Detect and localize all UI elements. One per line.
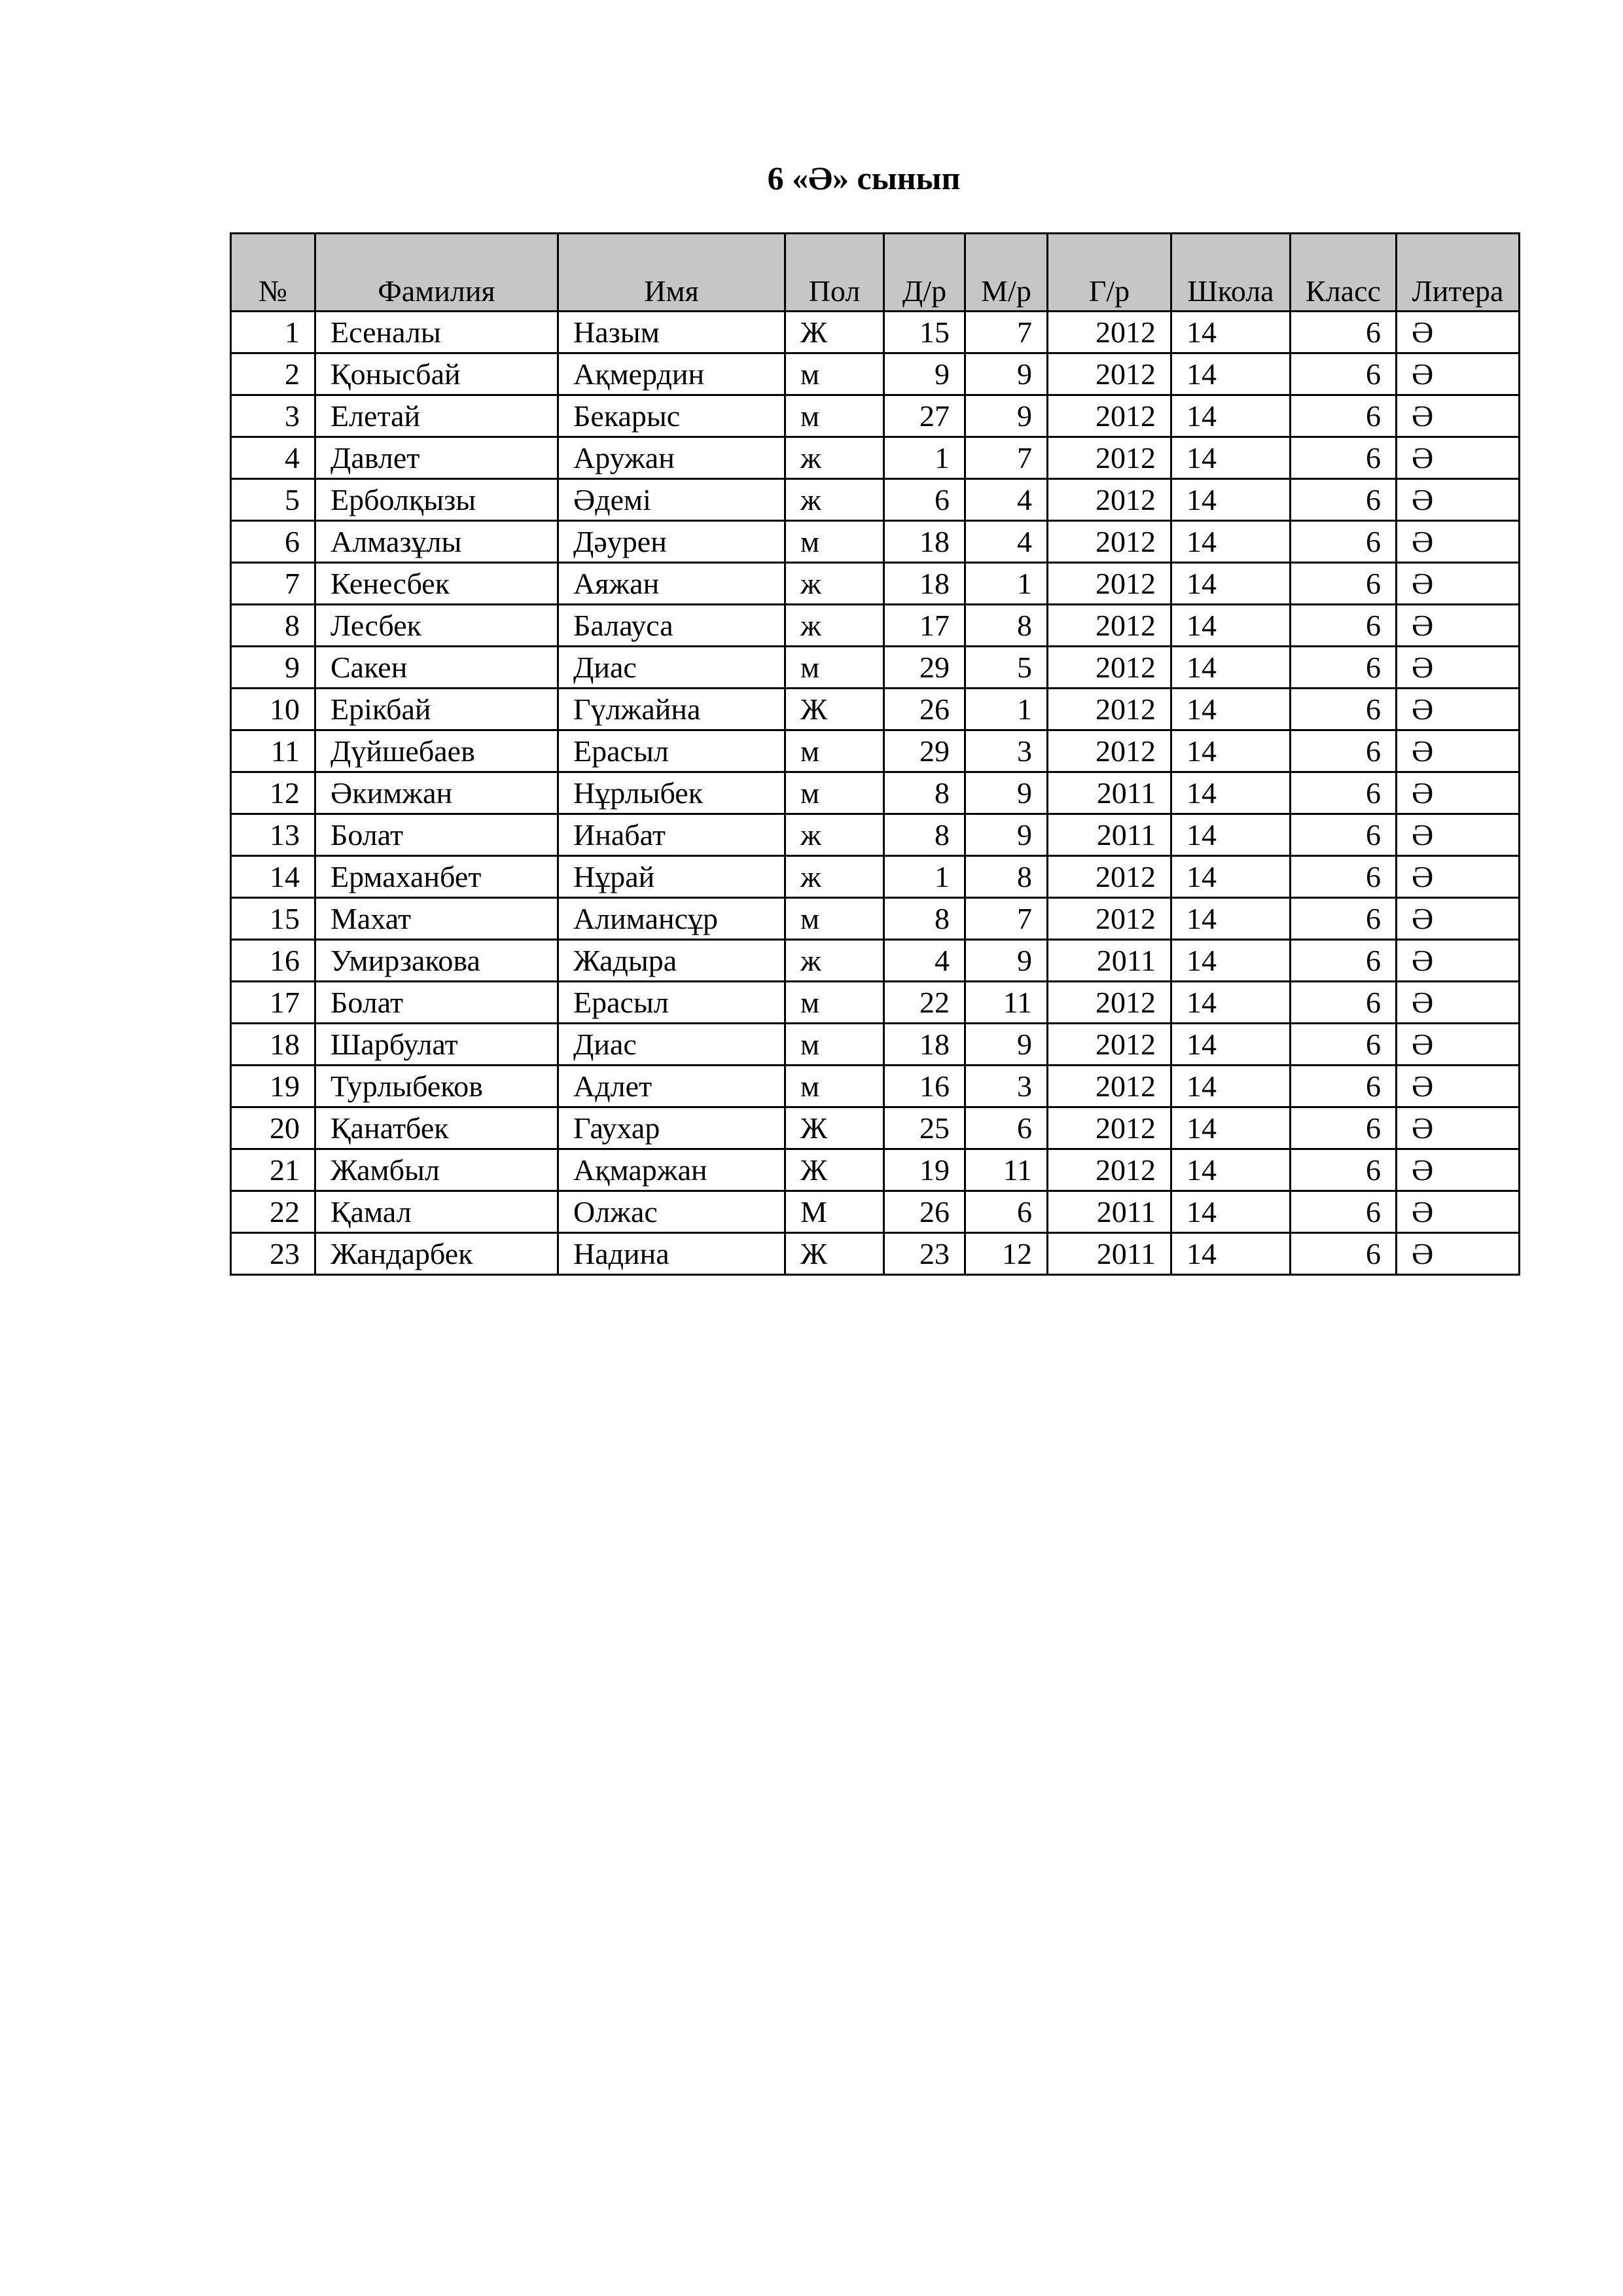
cell-class: 6	[1291, 982, 1397, 1024]
cell-name: Аяжан	[558, 563, 785, 605]
cell-number: 10	[231, 689, 315, 730]
cell-surname: Есеналы	[315, 312, 558, 353]
cell-birth-year: 2012	[1048, 563, 1171, 605]
cell-school: 14	[1171, 479, 1291, 521]
cell-birth-day: 25	[884, 1107, 965, 1149]
cell-school: 14	[1171, 437, 1291, 479]
header-class: Класс	[1291, 234, 1397, 312]
cell-birth-day: 18	[884, 1024, 965, 1066]
cell-surname: Дүйшебаев	[315, 730, 558, 772]
cell-letter: Ә	[1397, 521, 1520, 563]
cell-birth-day: 27	[884, 395, 965, 437]
cell-letter: Ә	[1397, 898, 1520, 940]
cell-school: 14	[1171, 940, 1291, 982]
cell-class: 6	[1291, 312, 1397, 353]
cell-surname: Алмазұлы	[315, 521, 558, 563]
cell-birth-year: 2012	[1048, 1107, 1171, 1149]
cell-gender: ж	[785, 437, 884, 479]
cell-letter: Ә	[1397, 1024, 1520, 1066]
cell-letter: Ә	[1397, 689, 1520, 730]
cell-number: 2	[231, 353, 315, 395]
cell-number: 5	[231, 479, 315, 521]
table-row	[231, 1107, 1520, 1149]
cell-letter: Ә	[1397, 605, 1520, 647]
cell-birth-day: 4	[884, 940, 965, 982]
cell-gender: м	[785, 395, 884, 437]
cell-birth-year: 2011	[1048, 1233, 1171, 1275]
student-table	[230, 232, 1520, 1276]
cell-class: 6	[1291, 1066, 1397, 1107]
cell-birth-month: 7	[965, 312, 1048, 353]
cell-birth-month: 9	[965, 353, 1048, 395]
cell-birth-year: 2012	[1048, 479, 1171, 521]
cell-birth-month: 3	[965, 1066, 1048, 1107]
cell-number: 9	[231, 647, 315, 689]
cell-school: 14	[1171, 730, 1291, 772]
cell-surname: Ермаханбет	[315, 856, 558, 898]
cell-school: 14	[1171, 647, 1291, 689]
table-row	[231, 1024, 1520, 1066]
table-row	[231, 479, 1520, 521]
cell-number: 21	[231, 1149, 315, 1191]
table-row	[231, 772, 1520, 814]
cell-birth-year: 2012	[1048, 856, 1171, 898]
cell-birth-day: 9	[884, 353, 965, 395]
cell-number: 7	[231, 563, 315, 605]
header-letter: Литера	[1397, 234, 1520, 312]
cell-surname: Жандарбек	[315, 1233, 558, 1275]
cell-birth-year: 2012	[1048, 1149, 1171, 1191]
cell-gender: м	[785, 1066, 884, 1107]
cell-class: 6	[1291, 730, 1397, 772]
cell-letter: Ә	[1397, 437, 1520, 479]
cell-surname: Кенесбек	[315, 563, 558, 605]
cell-birth-month: 9	[965, 395, 1048, 437]
cell-school: 14	[1171, 353, 1291, 395]
cell-surname: Махат	[315, 898, 558, 940]
header-surname: Фамилия	[315, 234, 558, 312]
cell-gender: ж	[785, 856, 884, 898]
cell-surname: Сакен	[315, 647, 558, 689]
header-name: Имя	[558, 234, 785, 312]
cell-surname: Қонысбай	[315, 353, 558, 395]
cell-class: 6	[1291, 1149, 1397, 1191]
header-birth-month: М/р	[965, 234, 1048, 312]
cell-birth-year: 2012	[1048, 982, 1171, 1024]
cell-name: Надина	[558, 1233, 785, 1275]
table-row	[231, 1233, 1520, 1275]
cell-gender: Ж	[785, 312, 884, 353]
cell-surname: Умирзакова	[315, 940, 558, 982]
cell-birth-month: 9	[965, 772, 1048, 814]
cell-number: 15	[231, 898, 315, 940]
cell-gender: М	[785, 1191, 884, 1233]
cell-surname: Давлет	[315, 437, 558, 479]
cell-class: 6	[1291, 521, 1397, 563]
cell-birth-day: 26	[884, 689, 965, 730]
cell-surname: Ерболқызы	[315, 479, 558, 521]
cell-gender: м	[785, 647, 884, 689]
cell-surname: Елетай	[315, 395, 558, 437]
header-gender: Пол	[785, 234, 884, 312]
cell-class: 6	[1291, 563, 1397, 605]
cell-school: 14	[1171, 1233, 1291, 1275]
cell-gender: Ж	[785, 1149, 884, 1191]
cell-class: 6	[1291, 479, 1397, 521]
cell-birth-year: 2011	[1048, 940, 1171, 982]
table-row	[231, 647, 1520, 689]
cell-birth-month: 12	[965, 1233, 1048, 1275]
cell-letter: Ә	[1397, 856, 1520, 898]
cell-gender: м	[785, 521, 884, 563]
cell-name: Назым	[558, 312, 785, 353]
cell-birth-day: 18	[884, 521, 965, 563]
cell-birth-month: 11	[965, 982, 1048, 1024]
cell-birth-day: 29	[884, 647, 965, 689]
cell-birth-month: 9	[965, 814, 1048, 856]
cell-name: Гүлжайна	[558, 689, 785, 730]
cell-birth-month: 4	[965, 479, 1048, 521]
cell-gender: ж	[785, 563, 884, 605]
cell-name: Нұрай	[558, 856, 785, 898]
cell-number: 14	[231, 856, 315, 898]
table-body	[231, 312, 1520, 1275]
cell-gender: м	[785, 772, 884, 814]
table-row	[231, 312, 1520, 353]
cell-birth-day: 29	[884, 730, 965, 772]
cell-gender: ж	[785, 940, 884, 982]
cell-birth-year: 2012	[1048, 689, 1171, 730]
cell-number: 19	[231, 1066, 315, 1107]
cell-number: 16	[231, 940, 315, 982]
table-row	[231, 1149, 1520, 1191]
cell-birth-year: 2011	[1048, 772, 1171, 814]
cell-class: 6	[1291, 353, 1397, 395]
cell-letter: Ә	[1397, 395, 1520, 437]
table-row	[231, 940, 1520, 982]
cell-school: 14	[1171, 772, 1291, 814]
cell-birth-year: 2011	[1048, 1191, 1171, 1233]
cell-class: 6	[1291, 1191, 1397, 1233]
cell-surname: Шарбулат	[315, 1024, 558, 1066]
cell-birth-year: 2011	[1048, 814, 1171, 856]
header-birth-day: Д/р	[884, 234, 965, 312]
cell-birth-month: 9	[965, 1024, 1048, 1066]
cell-gender: м	[785, 353, 884, 395]
cell-birth-month: 4	[965, 521, 1048, 563]
cell-school: 14	[1171, 605, 1291, 647]
cell-birth-month: 6	[965, 1107, 1048, 1149]
cell-class: 6	[1291, 1024, 1397, 1066]
cell-birth-year: 2012	[1048, 898, 1171, 940]
cell-birth-year: 2012	[1048, 312, 1171, 353]
cell-name: Ерасыл	[558, 730, 785, 772]
cell-birth-year: 2012	[1048, 605, 1171, 647]
cell-name: Балауса	[558, 605, 785, 647]
cell-birth-month: 3	[965, 730, 1048, 772]
cell-letter: Ә	[1397, 1191, 1520, 1233]
cell-surname: Лесбек	[315, 605, 558, 647]
cell-birth-year: 2012	[1048, 1066, 1171, 1107]
cell-gender: Ж	[785, 689, 884, 730]
cell-school: 14	[1171, 1066, 1291, 1107]
cell-surname: Болат	[315, 982, 558, 1024]
cell-name: Инабат	[558, 814, 785, 856]
table-row	[231, 898, 1520, 940]
cell-birth-month: 1	[965, 563, 1048, 605]
cell-birth-year: 2012	[1048, 521, 1171, 563]
cell-birth-year: 2012	[1048, 730, 1171, 772]
cell-number: 13	[231, 814, 315, 856]
cell-birth-day: 6	[884, 479, 965, 521]
table-row	[231, 395, 1520, 437]
header-number: №	[231, 234, 315, 312]
cell-name: Ерасыл	[558, 982, 785, 1024]
cell-name: Аружан	[558, 437, 785, 479]
cell-school: 14	[1171, 563, 1291, 605]
cell-name: Ақмердин	[558, 353, 785, 395]
cell-birth-month: 9	[965, 940, 1048, 982]
cell-surname: Ерікбай	[315, 689, 558, 730]
table-row	[231, 982, 1520, 1024]
cell-letter: Ә	[1397, 647, 1520, 689]
cell-school: 14	[1171, 856, 1291, 898]
cell-surname: Әкимжан	[315, 772, 558, 814]
cell-letter: Ә	[1397, 1233, 1520, 1275]
cell-birth-month: 11	[965, 1149, 1048, 1191]
cell-birth-day: 15	[884, 312, 965, 353]
cell-class: 6	[1291, 898, 1397, 940]
cell-number: 3	[231, 395, 315, 437]
cell-number: 23	[231, 1233, 315, 1275]
cell-school: 14	[1171, 1191, 1291, 1233]
cell-birth-day: 19	[884, 1149, 965, 1191]
cell-birth-day: 1	[884, 856, 965, 898]
cell-class: 6	[1291, 1107, 1397, 1149]
cell-letter: Ә	[1397, 1066, 1520, 1107]
cell-birth-month: 5	[965, 647, 1048, 689]
cell-letter: Ә	[1397, 1149, 1520, 1191]
table-row	[231, 563, 1520, 605]
cell-name: Әдемі	[558, 479, 785, 521]
cell-birth-month: 1	[965, 689, 1048, 730]
cell-letter: Ә	[1397, 563, 1520, 605]
cell-surname: Турлыбеков	[315, 1066, 558, 1107]
cell-name: Ақмаржан	[558, 1149, 785, 1191]
cell-class: 6	[1291, 856, 1397, 898]
cell-birth-day: 26	[884, 1191, 965, 1233]
cell-gender: м	[785, 730, 884, 772]
cell-birth-month: 7	[965, 898, 1048, 940]
cell-number: 4	[231, 437, 315, 479]
table-row	[231, 689, 1520, 730]
cell-school: 14	[1171, 1149, 1291, 1191]
cell-number: 20	[231, 1107, 315, 1149]
cell-name: Диас	[558, 647, 785, 689]
cell-school: 14	[1171, 982, 1291, 1024]
cell-birth-day: 18	[884, 563, 965, 605]
cell-number: 12	[231, 772, 315, 814]
cell-name: Алимансұр	[558, 898, 785, 940]
table-row	[231, 730, 1520, 772]
cell-class: 6	[1291, 395, 1397, 437]
cell-letter: Ә	[1397, 353, 1520, 395]
cell-birth-month: 7	[965, 437, 1048, 479]
cell-class: 6	[1291, 647, 1397, 689]
header-row	[231, 234, 1520, 312]
table-row	[231, 814, 1520, 856]
cell-gender: ж	[785, 605, 884, 647]
cell-birth-day: 16	[884, 1066, 965, 1107]
cell-number: 6	[231, 521, 315, 563]
cell-school: 14	[1171, 1107, 1291, 1149]
page-title: 6 «Ә» сынып	[767, 160, 961, 196]
cell-gender: Ж	[785, 1233, 884, 1275]
cell-birth-year: 2012	[1048, 647, 1171, 689]
cell-number: 18	[231, 1024, 315, 1066]
cell-letter: Ә	[1397, 1107, 1520, 1149]
cell-surname: Қамал	[315, 1191, 558, 1233]
table-row	[231, 521, 1520, 563]
cell-surname: Қанатбек	[315, 1107, 558, 1149]
cell-gender: м	[785, 898, 884, 940]
cell-name: Диас	[558, 1024, 785, 1066]
cell-birth-day: 17	[884, 605, 965, 647]
cell-school: 14	[1171, 312, 1291, 353]
cell-birth-day: 8	[884, 772, 965, 814]
cell-birth-day: 8	[884, 814, 965, 856]
cell-birth-year: 2012	[1048, 1024, 1171, 1066]
table-row	[231, 856, 1520, 898]
cell-letter: Ә	[1397, 940, 1520, 982]
cell-birth-year: 2012	[1048, 353, 1171, 395]
cell-name: Адлет	[558, 1066, 785, 1107]
cell-birth-year: 2012	[1048, 437, 1171, 479]
table-row	[231, 1066, 1520, 1107]
cell-number: 1	[231, 312, 315, 353]
cell-gender: м	[785, 1024, 884, 1066]
cell-gender: ж	[785, 479, 884, 521]
cell-school: 14	[1171, 814, 1291, 856]
table-row	[231, 1191, 1520, 1233]
cell-name: Бекарыс	[558, 395, 785, 437]
cell-number: 11	[231, 730, 315, 772]
cell-gender: м	[785, 982, 884, 1024]
cell-class: 6	[1291, 689, 1397, 730]
cell-letter: Ә	[1397, 730, 1520, 772]
table-row	[231, 353, 1520, 395]
cell-school: 14	[1171, 395, 1291, 437]
cell-school: 14	[1171, 1024, 1291, 1066]
cell-birth-day: 22	[884, 982, 965, 1024]
cell-class: 6	[1291, 814, 1397, 856]
cell-name: Дәурен	[558, 521, 785, 563]
cell-birth-day: 23	[884, 1233, 965, 1275]
cell-birth-month: 8	[965, 856, 1048, 898]
cell-birth-day: 1	[884, 437, 965, 479]
cell-number: 8	[231, 605, 315, 647]
header-birth-year: Г/р	[1048, 234, 1171, 312]
cell-name: Олжас	[558, 1191, 785, 1233]
table-row	[231, 605, 1520, 647]
header-school: Школа	[1171, 234, 1291, 312]
cell-birth-year: 2012	[1048, 395, 1171, 437]
cell-number: 22	[231, 1191, 315, 1233]
cell-birth-month: 6	[965, 1191, 1048, 1233]
cell-surname: Жамбыл	[315, 1149, 558, 1191]
cell-name: Гаухар	[558, 1107, 785, 1149]
cell-letter: Ә	[1397, 814, 1520, 856]
cell-class: 6	[1291, 940, 1397, 982]
table-row	[231, 437, 1520, 479]
cell-birth-day: 8	[884, 898, 965, 940]
cell-gender: Ж	[785, 1107, 884, 1149]
cell-class: 6	[1291, 605, 1397, 647]
cell-letter: Ә	[1397, 982, 1520, 1024]
cell-name: Жадыра	[558, 940, 785, 982]
cell-letter: Ә	[1397, 312, 1520, 353]
cell-class: 6	[1291, 437, 1397, 479]
cell-gender: ж	[785, 814, 884, 856]
cell-surname: Болат	[315, 814, 558, 856]
cell-letter: Ә	[1397, 479, 1520, 521]
cell-birth-month: 8	[965, 605, 1048, 647]
cell-class: 6	[1291, 1233, 1397, 1275]
cell-name: Нұрлыбек	[558, 772, 785, 814]
cell-class: 6	[1291, 772, 1397, 814]
cell-school: 14	[1171, 898, 1291, 940]
cell-school: 14	[1171, 689, 1291, 730]
cell-number: 17	[231, 982, 315, 1024]
cell-letter: Ә	[1397, 772, 1520, 814]
cell-school: 14	[1171, 521, 1291, 563]
